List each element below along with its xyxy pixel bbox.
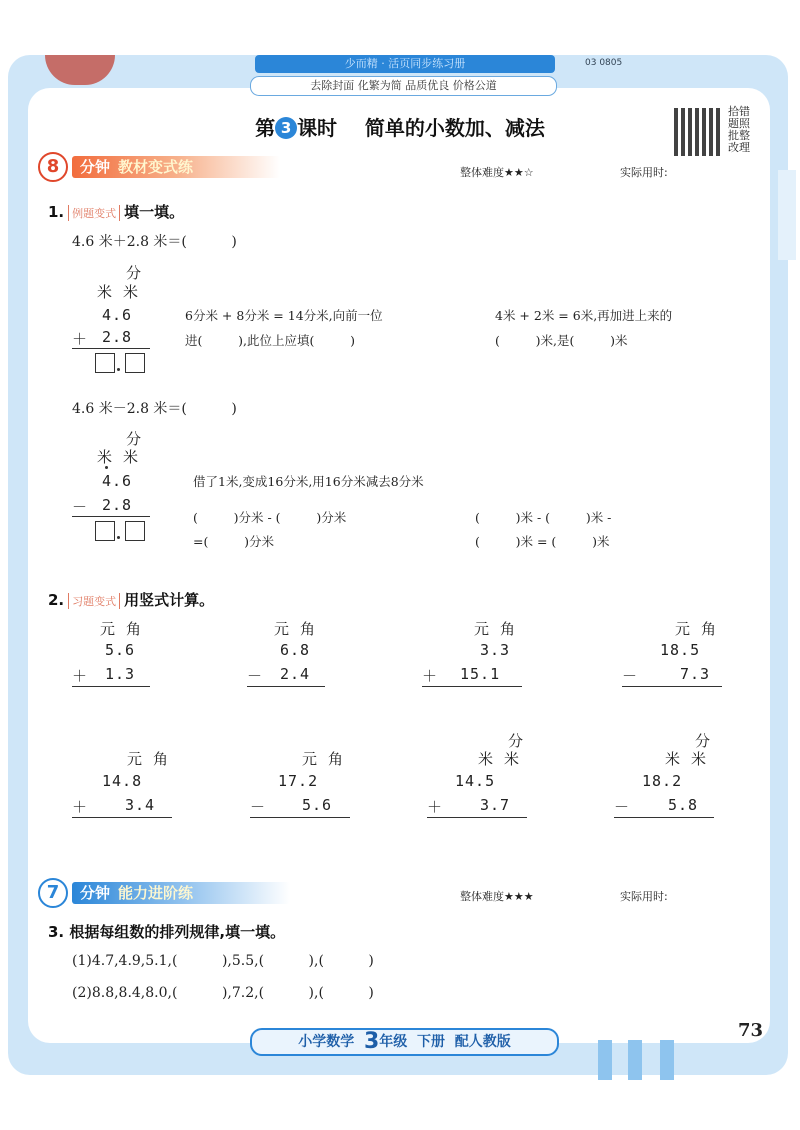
answer-box[interactable] — [95, 521, 115, 541]
hint-text: 6分米 + 8分米 = 14分米,向前一位 — [185, 308, 383, 323]
side-decoration — [778, 170, 796, 260]
hint-text: ( )米 - ( )米 - — [475, 510, 612, 525]
hint-text: ( )米,是( )米 — [495, 333, 628, 348]
slogan: 去除封面 化繁为简 品质优良 价格公道 — [250, 76, 557, 96]
right-tab: 03 0805 — [585, 56, 695, 70]
qr-label: 拾错 题照 批整 改理 — [728, 105, 750, 154]
time-used: 实际用时: — [620, 890, 668, 903]
add-bottom: 2.8 — [102, 328, 133, 346]
section-header-advanced: 7 分钟 能力进阶练 — [38, 878, 338, 908]
difficulty: 整体难度★★★ — [460, 890, 534, 903]
answer-box[interactable] — [95, 353, 115, 373]
unit-fen: 分 — [126, 264, 143, 282]
sequence-2: (2)8.8,8.4,8.0,( ),7.2,( ),( ) — [72, 985, 374, 1001]
footer-decoration — [628, 1040, 642, 1080]
footer-decoration — [660, 1040, 674, 1080]
hint-text: ( )分米 - ( )分米 — [193, 510, 347, 525]
answer-box[interactable] — [125, 353, 145, 373]
answer-box[interactable] — [125, 521, 145, 541]
add-operator: ＋ — [72, 330, 89, 348]
lesson-title: 第 3 课时 简单的小数加、减法 — [255, 116, 545, 140]
difference-line — [72, 516, 150, 517]
equation-add: 4.6 米＋2.8 米＝( ) — [72, 234, 237, 250]
equation-sub: 4.6 米－2.8 米＝( ) — [72, 401, 237, 417]
sequence-1: (1)4.7,4.9,5.1,( ),5.5,( ),( ) — [72, 953, 374, 969]
hint-text: 借了1米,变成16分米,用16分米减去8分米 — [193, 474, 424, 489]
hint-text: 4米 + 2米 = 6米,再加进上来的 — [495, 308, 673, 323]
sub-bottom: 2.8 — [102, 496, 133, 514]
unit-mimi: 米 米 — [97, 283, 140, 301]
hint-text: 进( ),此位上应填( ) — [185, 333, 356, 348]
sum-line — [72, 348, 150, 349]
sub-top: 4.6 — [102, 472, 133, 490]
decimal-point — [117, 536, 120, 539]
page-number: 73 — [738, 1020, 764, 1041]
banner: 少而精 · 活页同步练习册 — [255, 55, 555, 73]
add-top: 4.6 — [102, 306, 133, 324]
difficulty: 整体难度★★☆ — [460, 166, 534, 179]
footer-badge: 小学数学 3年级 下册 配人教版 — [250, 1028, 559, 1056]
question-3: 3. 根据每组数的排列规律,填一填。 — [48, 923, 286, 941]
unit-mimi: 米 米 — [97, 448, 140, 466]
time-used: 实际用时: — [620, 166, 668, 179]
sub-operator: － — [72, 498, 89, 516]
qr-code-icon[interactable] — [674, 108, 722, 156]
minutes-badge: 8 — [38, 152, 68, 182]
lesson-number: 3 — [275, 117, 297, 139]
question-2: 2. 习题变式 用竖式计算。 — [48, 591, 215, 609]
hint-text: ( )米 = ( )米 — [475, 534, 610, 549]
hint-text: =( )分米 — [193, 534, 274, 549]
question-1: 1. 例题变式 填一填。 — [48, 203, 185, 221]
section-header-basic: 8 分钟 教材变式练 — [38, 152, 338, 182]
borrow-dot — [105, 466, 108, 469]
footer-decoration — [598, 1040, 612, 1080]
unit-fen: 分 — [126, 430, 143, 448]
minutes-badge: 7 — [38, 878, 68, 908]
decimal-point — [117, 368, 120, 371]
